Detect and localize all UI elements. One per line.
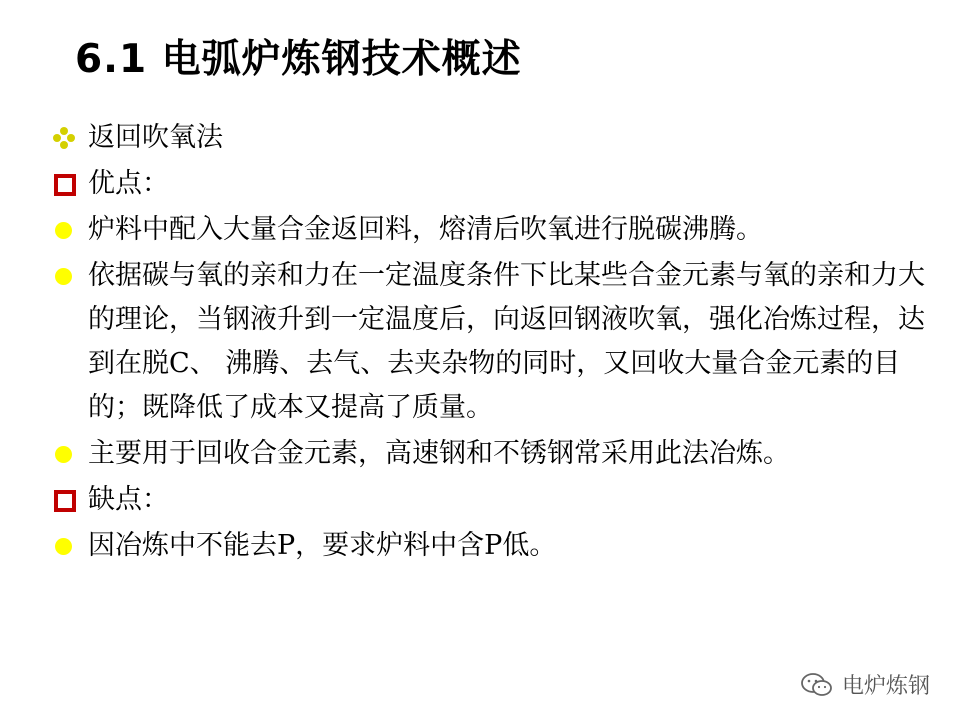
bullet-list [52, 116, 932, 570]
list-item-text: 主要用于回收合金元素，高速钢和不锈钢常采用此法冶炼。 [88, 438, 790, 469]
dot-bullet-icon [55, 222, 72, 239]
list-item [52, 432, 932, 476]
list-item-text: 返回吹氧法 [88, 122, 223, 153]
dot-bullet-icon [55, 446, 72, 463]
square-bullet-icon [54, 490, 76, 512]
list-item [52, 162, 932, 206]
watermark-text: 电炉炼钢 [841, 674, 930, 699]
dot-bullet-icon [55, 268, 72, 285]
list-item [52, 478, 932, 522]
wechat-icon [800, 672, 834, 698]
square-bullet-icon [54, 174, 76, 196]
diamond-bullet-icon [52, 126, 76, 150]
list-item-text: 优点： [88, 168, 169, 199]
dot-bullet-icon [55, 538, 72, 555]
list-item [52, 254, 932, 430]
list-item-text: 依据碳与氧的亲和力在一定温度条件下比某些合金元素与氧的亲和力大的理论，当钢液升到一定温度后，向返回钢液吹氧，强化冶炼过程，达到在脱C、 沸腾、去气、去夹杂物的同时，又回收大量合金元素的目的；既降低了成本又提高了质量。 [88, 260, 925, 423]
list-item-text: 炉料中配入大量合金返回料，熔清后吹氧进行脱碳沸腾。 [88, 214, 763, 245]
list-item [52, 116, 932, 160]
slide-title: 6.1 电弧炉炼钢技术概述 [75, 37, 522, 82]
list-item [52, 208, 932, 252]
list-item-text: 缺点： [88, 484, 169, 515]
list-item-text: 因冶炼中不能去P，要求炉料中含P低。 [88, 530, 557, 561]
watermark [800, 669, 930, 700]
list-item [52, 524, 932, 568]
